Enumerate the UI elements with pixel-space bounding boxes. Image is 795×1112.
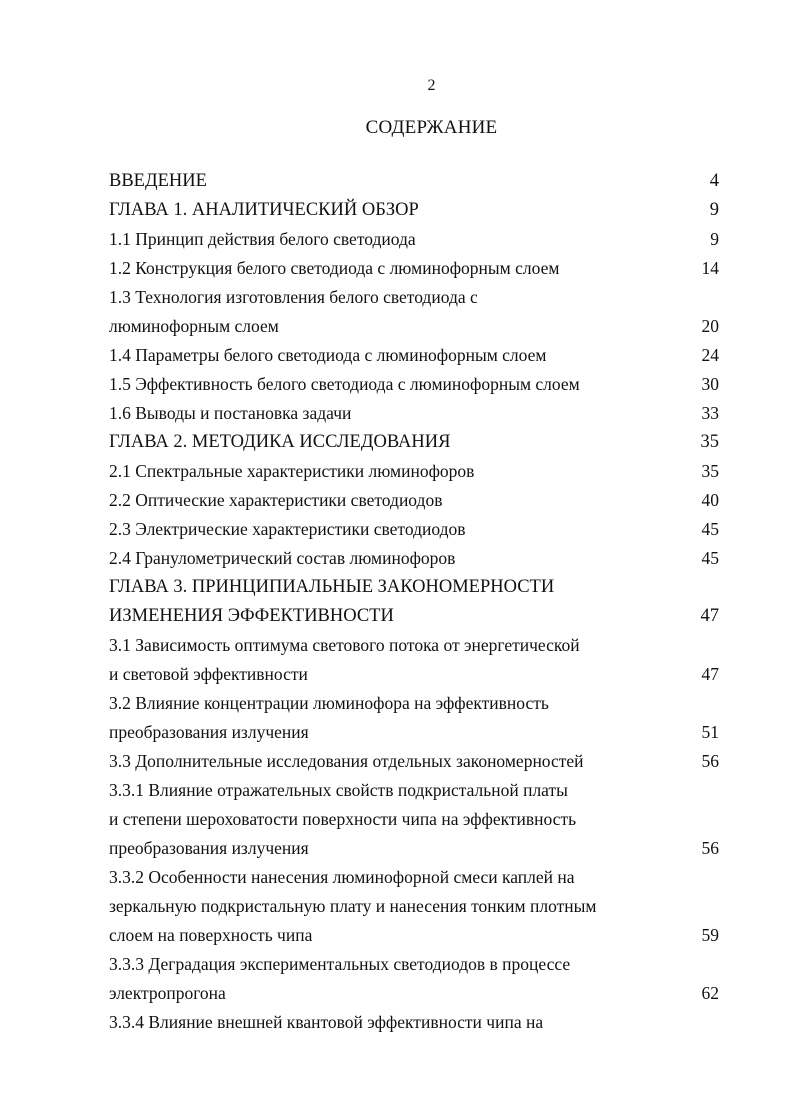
table-of-contents [109,167,719,1037]
toc-entry-title: зеркальную подкристальную плату и нанесения тонким плотным [109,896,597,916]
toc-entry-page: 56 [701,751,719,771]
toc-entry [109,979,719,1008]
toc-entry [109,254,719,283]
toc-entry-page: 40 [701,490,719,510]
toc-entry [109,573,719,602]
toc-entry [109,805,719,834]
toc-entry [109,747,719,776]
toc-entry-page: 45 [701,548,719,568]
toc-entry-title: 3.3.2 Особенности нанесения люминофорной смеси каплей на [109,867,575,887]
toc-entry [109,1008,719,1037]
toc-entry-title: 1.4 Параметры белого светодиода с люминофорным слоем [109,345,547,365]
toc-entry-title: 3.1 Зависимость оптимума светового потока от энергетической [109,635,580,655]
toc-entry-title: 3.2 Влияние концентрации люминофора на эффективность [109,693,549,713]
toc-entry [109,428,719,457]
toc-entry [109,399,719,428]
toc-entry-title: 1.2 Конструкция белого светодиода с люминофорным слоем [109,258,560,278]
toc-entry-title: ГЛАВА 2. МЕТОДИКА ИССЛЕДОВАНИЯ [109,432,451,452]
toc-entry-page: 14 [701,258,719,278]
toc-title: СОДЕРЖАНИЕ [365,117,498,138]
toc-entry-page: 4 [709,171,719,191]
toc-entry-page: 51 [701,722,719,742]
toc-entry [109,486,719,515]
toc-entry [109,776,719,805]
toc-entry-title: 2.1 Спектральные характеристики люминофоров [109,461,475,481]
toc-entry-page: 20 [701,316,719,336]
toc-entry-title: люминофорным слоем [109,316,279,336]
toc-entry [109,167,719,196]
toc-entry-title: 2.4 Гранулометрический состав люминофоров [109,548,456,568]
toc-entry-title: и степени шероховатости поверхности чипа на эффективность [109,809,577,829]
toc-entry [109,718,719,747]
toc-entry-title: 3.3 Дополнительные исследования отдельных закономерностей [109,751,584,771]
toc-entry-page: 33 [701,403,719,423]
toc-entry-title: ИЗМЕНЕНИЯ ЭФФЕКТИВНОСТИ [109,606,394,626]
toc-entry-title: 3.3.3 Деградация экспериментальных светодиодов в процессе [109,954,571,974]
toc-entry-title: ГЛАВА 1. АНАЛИТИЧЕСКИЙ ОБЗОР [109,200,419,220]
toc-entry [109,863,719,892]
toc-entry-page: 9 [710,229,719,249]
toc-entry [109,544,719,573]
toc-entry-title: и световой эффективности [109,664,308,684]
page-number: 2 [427,77,436,94]
toc-entry [109,457,719,486]
toc-entry [109,370,719,399]
toc-entry [109,834,719,863]
toc-entry-title: 1.5 Эффективность белого светодиода с люминофорным слоем [109,374,580,394]
toc-entry-title: 3.3.4 Влияние внешней квантовой эффективности чипа на [109,1012,544,1032]
toc-entry [109,950,719,979]
toc-entry-title: 3.3.1 Влияние отражательных свойств подкристальной платы [109,780,568,800]
toc-entry [109,921,719,950]
toc-entry-title: 2.2 Оптические характеристики светодиодов [109,490,443,510]
toc-entry-page: 47 [700,606,719,626]
toc-entry [109,341,719,370]
toc-entry-page: 62 [701,983,719,1003]
toc-entry [109,515,719,544]
toc-entry-title: ВВЕДЕНИЕ [109,171,207,191]
toc-entry-page: 45 [701,519,719,539]
toc-entry [109,283,719,312]
toc-entry [109,225,719,254]
toc-entry [109,196,719,225]
toc-entry-title: слоем на поверхность чипа [109,925,313,945]
toc-entry-title: преобразования излучения [109,722,309,742]
toc-entry-title: 1.6 Выводы и постановка задачи [109,403,352,423]
toc-entry [109,660,719,689]
toc-entry-title: преобразования излучения [109,838,309,858]
toc-entry [109,631,719,660]
toc-entry [109,689,719,718]
toc-entry-page: 47 [701,664,719,684]
toc-entry-title: электропрогона [109,983,226,1003]
toc-entry-page: 24 [701,345,719,365]
toc-entry-page: 35 [701,461,719,481]
toc-entry-page: 35 [700,432,719,452]
toc-entry-title: 1.3 Технология изготовления белого светодиода с [109,287,478,307]
toc-entry-page: 30 [701,374,719,394]
toc-entry-page: 59 [701,925,719,945]
toc-entry-page: 9 [709,200,719,220]
toc-entry-title: ГЛАВА 3. ПРИНЦИПИАЛЬНЫЕ ЗАКОНОМЕРНОСТИ [109,577,555,597]
toc-entry [109,312,719,341]
toc-entry-page: 56 [701,838,719,858]
toc-entry [109,602,719,631]
toc-entry-title: 1.1 Принцип действия белого светодиода [109,229,416,249]
toc-entry-title: 2.3 Электрические характеристики светодиодов [109,519,466,539]
toc-entry [109,892,719,921]
